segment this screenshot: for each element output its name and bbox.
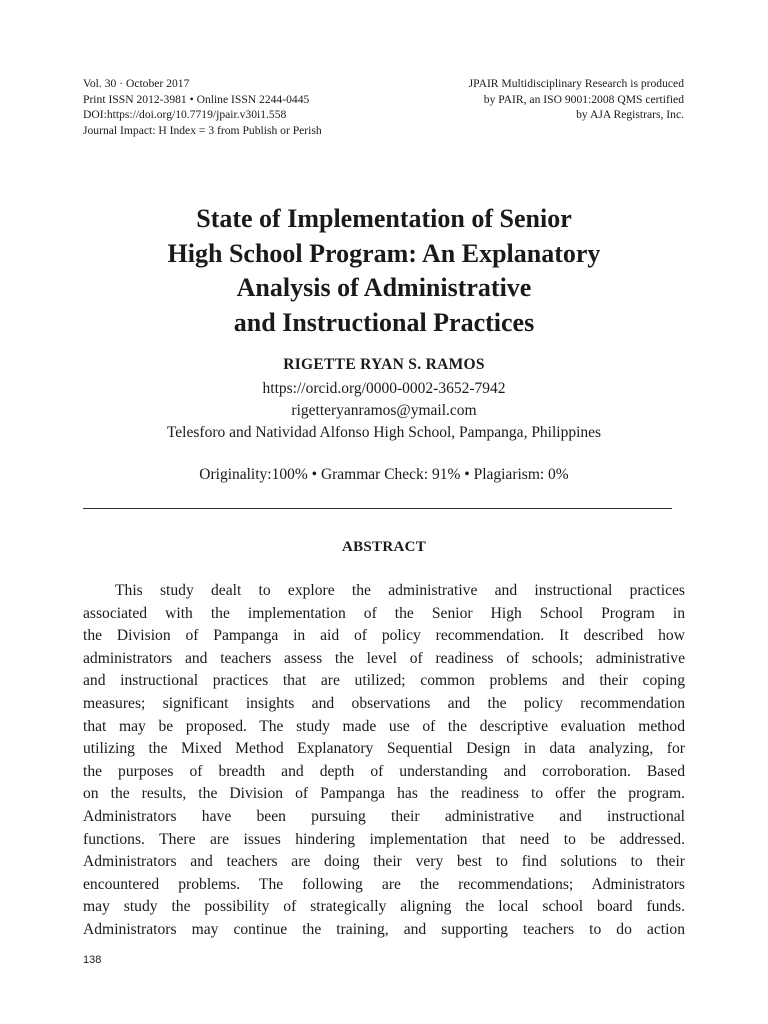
title-line: and Instructional Practices: [233, 307, 535, 337]
title-line: Analysis of Administrative: [236, 273, 532, 302]
abstract-heading: ABSTRACT: [341, 539, 427, 555]
abstract-line: Administrators and teachers are doing their very best to find solutions to their: [83, 853, 685, 871]
volume-line: Vol. 30 · October 2017: [83, 77, 190, 90]
orcid-link[interactable]: https://orcid.org/0000-0002-3652-7942: [262, 380, 506, 397]
author-email[interactable]: rigetteryanramos@ymail.com: [291, 402, 477, 419]
abstract-line: This study dealt to explore the administrative and instructional practices: [115, 582, 685, 599]
abstract-line: the purposes of breadth and depth of understanding and corroboration. Based: [83, 762, 685, 780]
abstract-line: the Division of Pampanga in aid of policy recommendation. It described how: [83, 627, 685, 645]
author-name: RIGETTE RYAN S. RAMOS: [283, 356, 485, 373]
abstract-line: encountered problems. The following are the recommendations; Administrators: [83, 875, 685, 893]
abstract-line: that may be proposed. The study made use of the descriptive evaluation method: [83, 717, 685, 735]
abstract-line: utilizing the Mixed Method Explanatory Sequential Design in data analyzing, for: [83, 740, 685, 758]
abstract-line: measures; significant insights and observations and the policy recommendation: [83, 694, 685, 712]
paper-title: [84, 202, 684, 340]
issn-line: Print ISSN 2012-3981 • Online ISSN 2244-0445: [83, 92, 310, 106]
abstract-body: [83, 580, 685, 942]
title-line: High School Program: An Explanatory: [167, 238, 601, 268]
quality-checks: Originality:100% • Grammar Check: 91% • Plagiarism: 0%: [199, 466, 569, 483]
publisher-line: by AJA Registrars, Inc.: [576, 108, 684, 122]
publisher-line: JPAIR Multidisciplinary Research is produced: [468, 77, 684, 90]
publisher-info-header: [364, 76, 684, 123]
abstract-line: Administrators may continue the training, and supporting teachers to do action: [83, 920, 685, 938]
impact-line: Journal Impact: H Index = 3 from Publish or Perish: [83, 123, 322, 137]
divider: [83, 508, 672, 509]
abstract-line: on the results, the Division of Pampanga has the readiness to offer the program.: [83, 785, 685, 803]
abstract-line: associated with the implementation of the Senior High School Program in: [83, 604, 685, 622]
journal-info-header: [83, 76, 403, 138]
abstract-line: administrators and teachers assess the level of readiness of schools; administrative: [83, 649, 685, 667]
abstract-line: functions. There are issues hindering implementation that need to be addressed.: [83, 830, 685, 848]
page-number: 138: [83, 954, 102, 966]
doi-line: DOI:https://doi.org/10.7719/jpair.v30i1.558: [83, 108, 287, 122]
publisher-line: by PAIR, an ISO 9001:2008 QMS certified: [483, 92, 684, 106]
title-line: State of Implementation of Senior: [196, 204, 572, 233]
abstract-line: may study the possibility of strategically aligning the local school board funds.: [83, 898, 685, 916]
abstract-line: Administrators have been pursuing their administrative and instructional: [83, 807, 685, 825]
author-details: [84, 378, 684, 444]
author-affiliation: Telesforo and Natividad Alfonso High School, Pampanga, Philippines: [166, 424, 602, 441]
abstract-line: and instructional practices that are utilized; common problems and their coping: [83, 672, 685, 690]
